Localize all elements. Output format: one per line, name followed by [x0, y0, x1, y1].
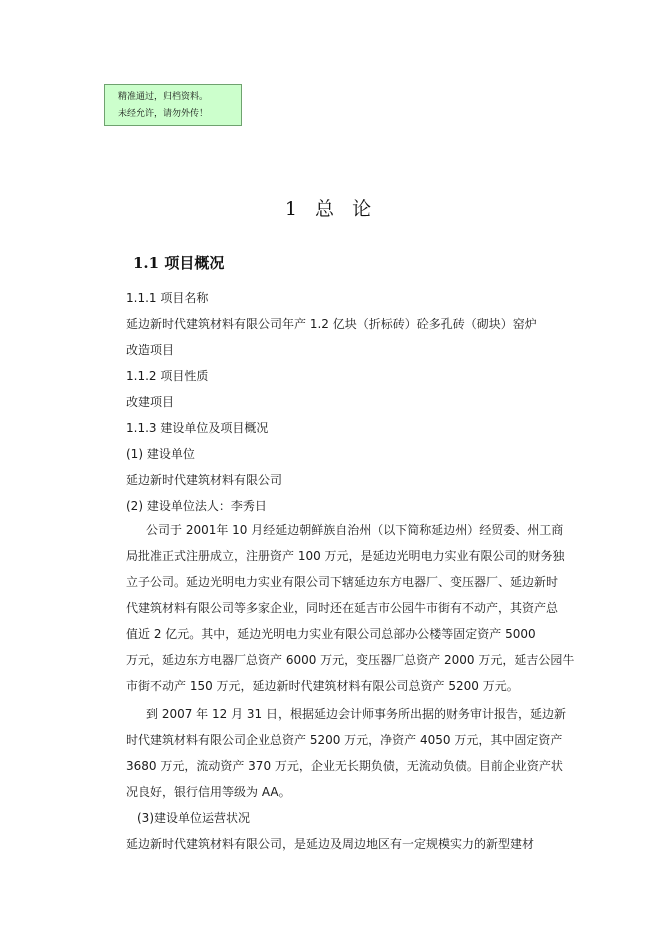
paragraph-line: 立子公司。延边光明电力实业有限公司下辖延边东方电器厂、变压器厂、延边新时 [126, 575, 559, 589]
body-line: 改造项目 [126, 343, 175, 357]
list-item-3: (3)建设单位运营状况 [137, 811, 250, 825]
list-item-1: (1) 建设单位 [126, 447, 195, 461]
body-line: 延边新时代建筑材料有限公司 [126, 473, 283, 487]
stamp-line-2: 未经允许，请勿外传！ [118, 109, 209, 119]
paragraph-line: 时代建筑材料有限公司企业总资产 5200 万元，净资产 4050 万元，其中固定资产 [126, 733, 563, 747]
subsection-1-1-3: 1.1.3 建设单位及项目概况 [126, 421, 269, 435]
paragraph-line: 万元，延边东方电器厂总资产 6000 万元，变压器厂总资产 2000 万元，延吉公园牛 [126, 653, 575, 667]
section-title: 1.1 项目概况 [133, 254, 225, 272]
paragraph-line: 值近 2 亿元。其中，延边光明电力实业有限公司总部办公楼等固定资产 5000 [126, 627, 536, 641]
paragraph-line: 市街不动产 150 万元，延边新时代建筑材料有限公司总资产 5200 万元。 [126, 679, 519, 693]
paragraph-line: 代建筑材料有限公司等多家企业，同时还在延吉市公园牛市街有不动产，其资产总 [126, 601, 559, 615]
paragraph-line: 3680 万元，流动资产 370 万元，企业无长期负债，无流动负债。目前企业资产状 [126, 759, 563, 773]
subsection-1-1-2: 1.1.2 项目性质 [126, 369, 209, 383]
list-item-2: (2) 建设单位法人：李秀日 [126, 499, 267, 513]
confidential-stamp [104, 84, 242, 126]
stamp-line-1: 精准通过，归档资料。 [118, 92, 209, 102]
paragraph-line: 公司于 2001年 10 月经延边朝鲜族自治州（以下简称延边州）经贸委、州工商 [146, 523, 564, 537]
chapter-title: 1 总 论 [284, 198, 378, 220]
subsection-1-1-1: 1.1.1 项目名称 [126, 291, 209, 305]
paragraph-line: 局批准正式注册成立，注册资产 100 万元，是延边光明电力实业有限公司的财务独 [126, 549, 565, 563]
paragraph-line: 延边新时代建筑材料有限公司，是延边及周边地区有一定规模实力的新型建材 [126, 837, 535, 851]
body-line: 延边新时代建筑材料有限公司年产 1.2 亿块（折标砖）砼多孔砖（砌块）窑炉 [126, 317, 537, 331]
paragraph-line: 况良好，银行信用等级为 AA。 [126, 785, 291, 799]
body-line: 改建项目 [126, 395, 175, 409]
paragraph-line: 到 2007 年 12 月 31 日，根据延边会计师事务所出据的财务审计报告，延边新 [146, 707, 566, 721]
